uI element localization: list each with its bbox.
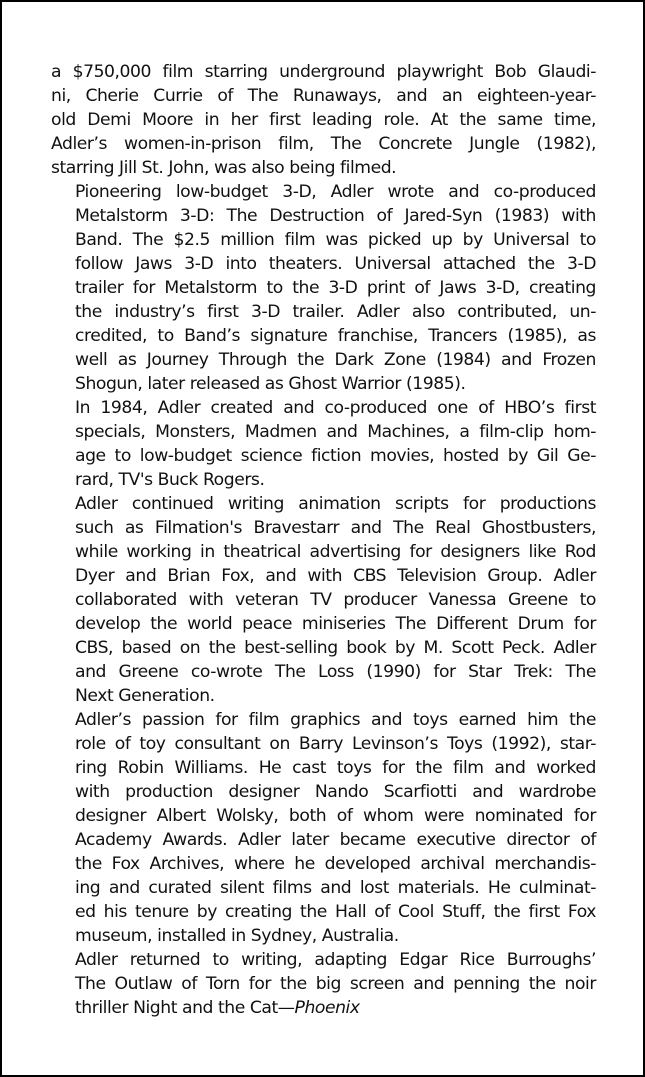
paragraph-5 bbox=[51, 708, 596, 948]
text-line: Adler’s women-in-prison film, The Concrete Jungle (1982), bbox=[51, 134, 596, 154]
text-line: designer Albert Wolsky, both of whom were nominated for bbox=[75, 806, 596, 826]
text-line: Next Generation. bbox=[75, 686, 215, 706]
text-line: ring Robin Williams. He cast toys for the film and worked bbox=[75, 758, 596, 778]
text-line: ni, Cherie Currie of The Runaways, and an eighteen-year- bbox=[51, 86, 596, 106]
body-text bbox=[51, 60, 596, 1020]
text-line: collaborated with veteran TV producer Vanessa Greene to bbox=[75, 590, 596, 610]
text-line: specials, Monsters, Madmen and Machines, a film-clip hom- bbox=[75, 422, 596, 442]
paragraph-1 bbox=[51, 60, 596, 180]
text-line: Shogun, later released as Ghost Warrior (1985). bbox=[75, 374, 466, 394]
signature-phoenix: Phoenix bbox=[294, 998, 360, 1018]
text-line: Adler returned to writing, adapting Edgar Rice Burroughs’ bbox=[75, 950, 596, 970]
text-line: well as Journey Through the Dark Zone (1984) and Frozen bbox=[75, 350, 596, 370]
text-line: trailer for Metalstorm to the 3-D print of Jaws 3-D, creating bbox=[75, 278, 596, 298]
text-line: age to low-budget science fiction movies, hosted by Gil Ge- bbox=[75, 446, 596, 466]
paragraph-2 bbox=[51, 180, 596, 396]
text-line: old Demi Moore in her first leading role. At the same time, bbox=[51, 110, 596, 130]
text-line: Dyer and Brian Fox, and with CBS Television Group. Adler bbox=[75, 566, 596, 586]
text-line: Adler’s passion for film graphics and toys earned him the bbox=[75, 710, 596, 730]
text-line: Adler continued writing animation scripts for productions bbox=[75, 494, 596, 514]
text-line: with production designer Nando Scarfiotti and wardrobe bbox=[75, 782, 596, 802]
text-line: role of toy consultant on Barry Levinson’s Toys (1992), star- bbox=[75, 734, 596, 754]
text-line: the Fox Archives, where he developed archival merchandis- bbox=[75, 854, 596, 874]
text-line: Band. The $2.5 million film was picked up by Universal to bbox=[75, 230, 596, 250]
text-line: develop the world peace miniseries The Different Drum for bbox=[75, 614, 596, 634]
text-line: The Outlaw of Torn for the big screen and penning the noir bbox=[75, 974, 596, 994]
text-line: follow Jaws 3-D into theaters. Universal attached the 3-D bbox=[75, 254, 596, 274]
text-line: Pioneering low-budget 3-D, Adler wrote and co-produced bbox=[75, 182, 596, 202]
text-line: a $750,000 film starring underground playwright Bob Glaudi- bbox=[51, 62, 596, 82]
paragraph-4 bbox=[51, 492, 596, 708]
text-line: CBS, based on the best-selling book by M. Scott Peck. Adler bbox=[75, 638, 596, 658]
text-line: and Greene co-wrote The Loss (1990) for Star Trek: The bbox=[75, 662, 596, 682]
text-line: In 1984, Adler created and co-produced one of HBO’s first bbox=[75, 398, 596, 418]
text-line-content: thriller Night and the Cat— bbox=[75, 998, 295, 1018]
text-line: starring Jill St. John, was also being filmed. bbox=[51, 158, 397, 178]
text-line: Academy Awards. Adler later became executive director of bbox=[75, 830, 596, 850]
text-line: while working in theatrical advertising for designers like Rod bbox=[75, 542, 596, 562]
text-line: rard, TV's Buck Rogers. bbox=[75, 470, 265, 490]
text-line: ed his tenure by creating the Hall of Cool Stuff, the first Fox bbox=[75, 902, 596, 922]
text-line: credited, to Band’s signature franchise, Trancers (1985), as bbox=[75, 326, 596, 346]
text-line: such as Filmation's Bravestarr and The Real Ghostbusters, bbox=[75, 518, 596, 538]
text-line: the industry’s first 3-D trailer. Adler also contributed, un- bbox=[75, 302, 596, 322]
text-line: Metalstorm 3-D: The Destruction of Jared-Syn (1983) with bbox=[75, 206, 596, 226]
paragraph-3 bbox=[51, 396, 596, 492]
text-line-final bbox=[51, 996, 596, 1020]
paragraph-6 bbox=[51, 948, 596, 1020]
text-line: museum, installed in Sydney, Australia. bbox=[75, 926, 399, 946]
text-line: ing and curated silent films and lost materials. He culminat- bbox=[75, 878, 596, 898]
